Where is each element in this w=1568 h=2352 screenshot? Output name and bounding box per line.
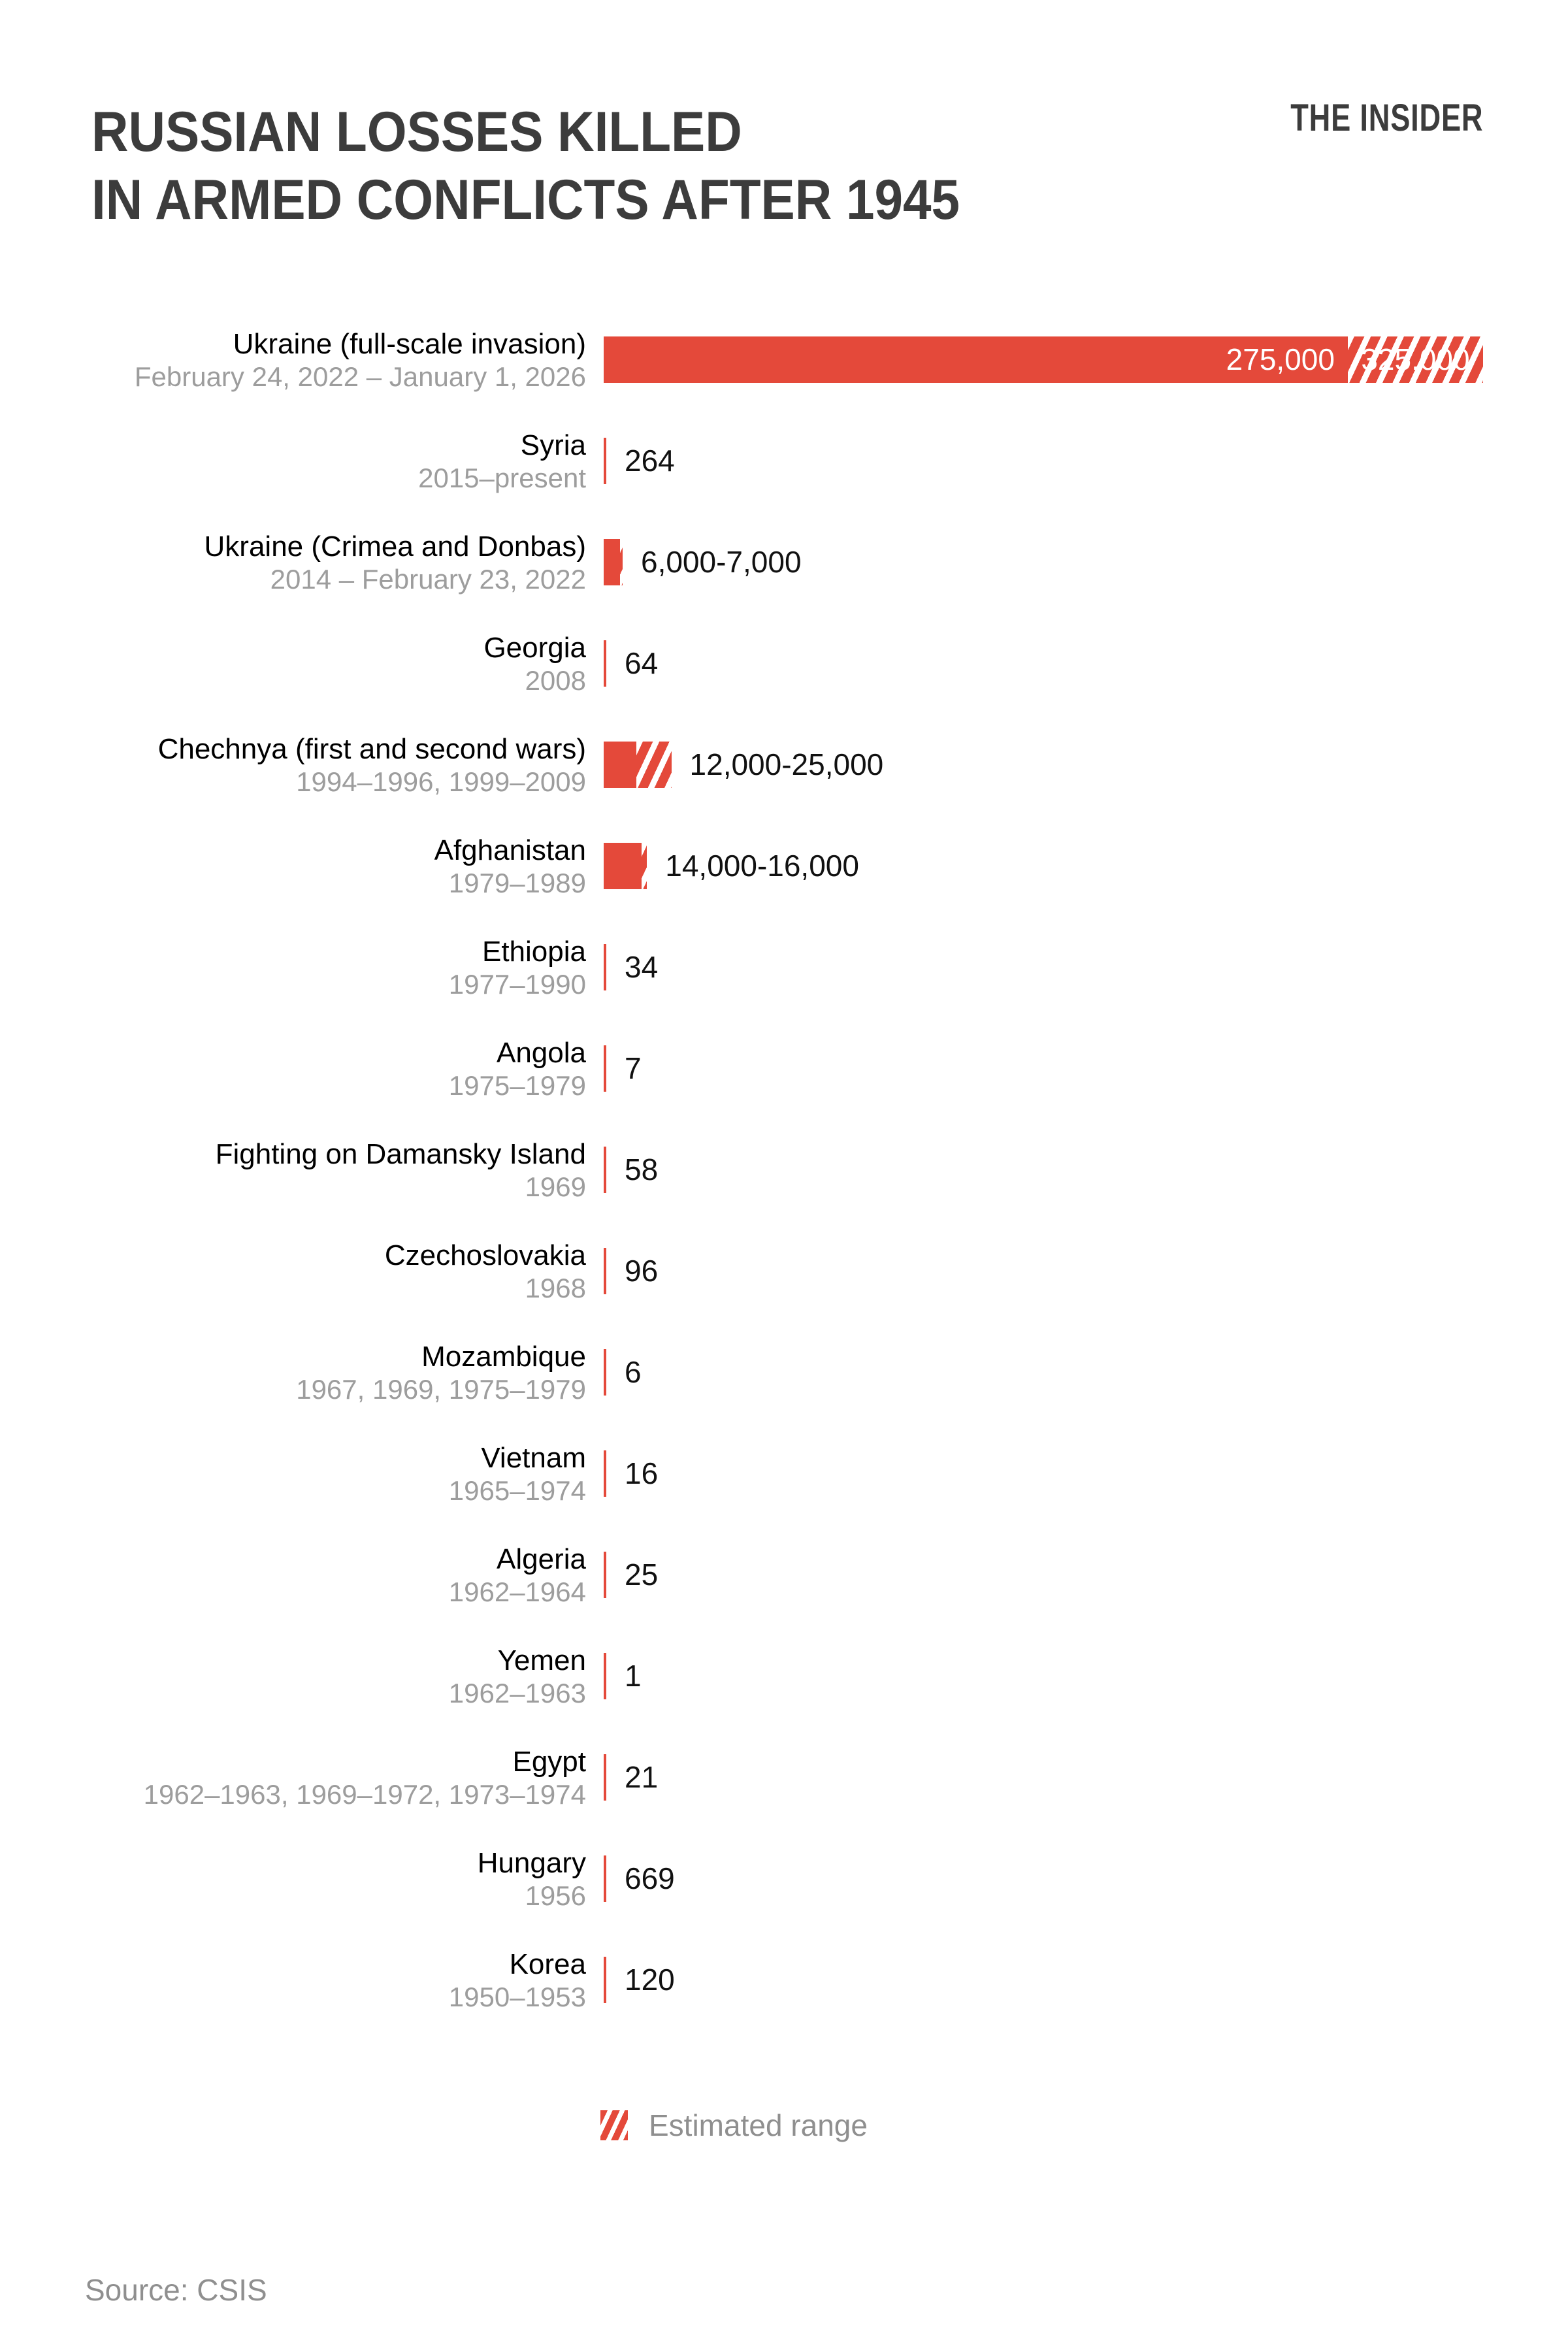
bar-value-label: 12,000-25,000 xyxy=(689,747,884,781)
row-label-dates: 1975–1979 xyxy=(448,1070,586,1101)
legend xyxy=(600,2109,868,2142)
bar-value-label: 25 xyxy=(625,1558,659,1592)
row-labels xyxy=(0,1644,586,1709)
row-labels xyxy=(0,732,586,798)
bar-value-label: 96 xyxy=(625,1254,659,1288)
estimated-range-hatch xyxy=(642,843,647,889)
row-label-dates: 1962–1963, 1969–1972, 1973–1974 xyxy=(143,1778,586,1810)
row-label-conflict: Ukraine (Crimea and Donbas) xyxy=(204,530,586,563)
row-label-conflict: Ukraine (full-scale invasion) xyxy=(233,327,586,360)
bar-value-label: 669 xyxy=(625,1861,675,1895)
bar-value-min-label: 275,000 xyxy=(1226,342,1335,376)
row-label-dates: 1979–1989 xyxy=(448,867,586,898)
row-label-dates: 2014 – February 23, 2022 xyxy=(270,563,586,595)
row-label-conflict: Egypt xyxy=(512,1745,586,1778)
row-label-conflict: Hungary xyxy=(477,1846,586,1879)
row-labels xyxy=(0,1948,586,2013)
row-labels xyxy=(0,935,586,1000)
bar xyxy=(604,1754,606,1801)
row-label-dates: 2008 xyxy=(525,664,586,696)
bar-value-label: 21 xyxy=(625,1760,659,1794)
bar xyxy=(604,1552,606,1598)
bar-value-label: 6 xyxy=(625,1355,642,1389)
row-label-dates: 1969 xyxy=(525,1171,586,1202)
bar xyxy=(604,640,606,687)
bar xyxy=(604,742,672,788)
row-label-conflict: Syria xyxy=(520,429,586,461)
row-label-conflict: Yemen xyxy=(497,1644,586,1676)
row-label-conflict: Ethiopia xyxy=(482,935,586,968)
row-label-dates: 1962–1963 xyxy=(448,1677,586,1708)
bar xyxy=(604,1248,606,1294)
row-labels xyxy=(0,429,586,494)
row-label-dates: 1965–1974 xyxy=(448,1475,586,1506)
estimated-range-swatch-icon xyxy=(600,2110,628,2140)
bar-value-label: 14,000-16,000 xyxy=(665,849,859,883)
bar xyxy=(604,1450,606,1497)
bar-value-label: 1 xyxy=(625,1659,642,1693)
bar-value-label: 34 xyxy=(625,950,659,984)
bar-value-label: 6,000-7,000 xyxy=(640,545,802,579)
bar xyxy=(604,843,647,889)
row-label-dates: 1967, 1969, 1975–1979 xyxy=(296,1373,586,1405)
row-labels xyxy=(0,1137,586,1203)
title-line-2: IN ARMED CONFLICTS AFTER 1945 xyxy=(91,169,960,231)
bar xyxy=(604,539,623,585)
bar xyxy=(604,336,1483,383)
row-label-conflict: Fighting on Damansky Island xyxy=(215,1137,586,1170)
row-label-conflict: Mozambique xyxy=(421,1340,586,1373)
bar-value-label: 64 xyxy=(625,646,659,680)
row-labels xyxy=(0,1745,586,1810)
bar xyxy=(604,944,606,990)
row-label-conflict: Korea xyxy=(509,1948,586,1980)
bar-value-max-label: 325,000 xyxy=(1361,342,1470,376)
bar xyxy=(604,1349,606,1396)
row-label-dates: 1977–1990 xyxy=(448,968,586,1000)
row-label-dates: 1956 xyxy=(525,1880,586,1911)
bar xyxy=(604,1957,606,2003)
bar-value-label: 264 xyxy=(625,444,675,478)
bar xyxy=(604,1653,606,1699)
title-line-1: RUSSIAN LOSSES KILLED xyxy=(91,101,742,163)
row-label-conflict: Vietnam xyxy=(481,1441,586,1474)
bar-value-label: 58 xyxy=(625,1152,659,1186)
row-labels xyxy=(0,1239,586,1304)
estimated-range-hatch xyxy=(636,742,672,788)
row-label-conflict: Chechnya (first and second wars) xyxy=(157,732,586,765)
row-labels xyxy=(0,530,586,595)
bar xyxy=(604,1147,606,1193)
row-labels xyxy=(0,1543,586,1608)
bar-value-label: 16 xyxy=(625,1456,659,1490)
source-note: Source: CSIS xyxy=(85,2273,267,2307)
bar xyxy=(604,1045,606,1092)
row-labels xyxy=(0,834,586,899)
row-labels xyxy=(0,1036,586,1102)
row-label-dates: 1950–1953 xyxy=(448,1981,586,2012)
legend-label: Estimated range xyxy=(649,2108,868,2142)
row-label-dates: 1968 xyxy=(525,1272,586,1303)
row-label-conflict: Afghanistan xyxy=(434,834,586,866)
row-labels xyxy=(0,1441,586,1507)
row-labels xyxy=(0,631,586,696)
estimated-range-hatch xyxy=(620,539,623,585)
row-label-dates: 1994–1996, 1999–2009 xyxy=(296,766,586,797)
brand-logo: THE INSIDER xyxy=(1290,97,1483,139)
row-label-conflict: Georgia xyxy=(483,631,586,664)
row-label-dates: February 24, 2022 – January 1, 2026 xyxy=(134,361,586,392)
row-label-conflict: Algeria xyxy=(497,1543,586,1575)
bar xyxy=(604,438,606,484)
row-labels xyxy=(0,327,586,393)
row-label-conflict: Czechoslovakia xyxy=(384,1239,586,1271)
row-labels xyxy=(0,1846,586,1912)
bar xyxy=(604,1855,606,1902)
bar-value-label: 120 xyxy=(625,1963,675,1997)
row-labels xyxy=(0,1340,586,1405)
row-label-conflict: Angola xyxy=(496,1036,586,1069)
row-label-dates: 2015–present xyxy=(418,462,586,493)
bar-value-label: 7 xyxy=(625,1051,642,1085)
row-label-dates: 1962–1964 xyxy=(448,1576,586,1607)
